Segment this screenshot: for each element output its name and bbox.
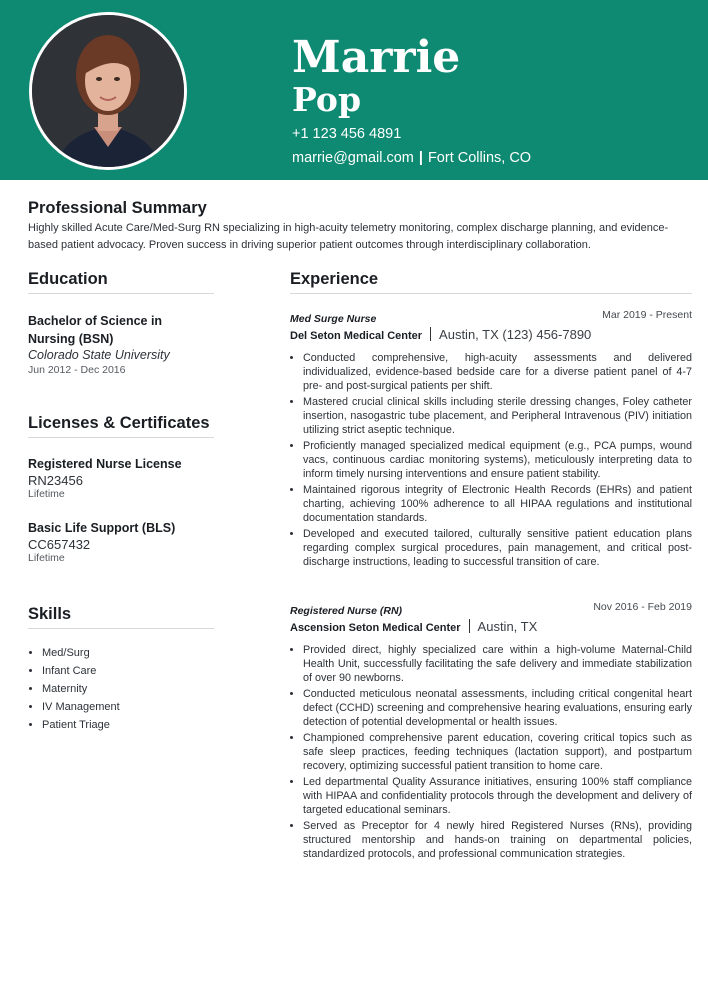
licenses-section bbox=[28, 414, 216, 433]
education-divider bbox=[28, 293, 214, 294]
license-item bbox=[28, 521, 216, 564]
job-bullet: • Championed comprehensive parent education, covering critical topics such as safe sleep practices, feeding techniques (lactation support), and postpartum recovery, optimizing successful patient transition to home care. bbox=[303, 731, 692, 773]
job-bullet: • Provided direct, highly specialized care within a high-volume Maternal-Child Health Unit, successfully facilitating the safe delivery and immediate stabilization of over 90 newborns. bbox=[303, 643, 692, 685]
job-location: Austin, TX bbox=[477, 619, 538, 634]
job-bullet: • Mastered crucial clinical skills including sterile dressing changes, Foley catheter insertion, nasogastric tube placement, and Peripheral Intravenous (PIV) initiation utilizing strict aseptic technique. bbox=[303, 395, 692, 437]
employer-separator bbox=[469, 619, 470, 633]
job-bullets bbox=[290, 351, 692, 569]
job-bullet: • Conducted meticulous neonatal assessments, including critical congenital heart defect (CCHD) screening and comprehensive hearing evaluations, ensuring early detection of potential developmental or health issues. bbox=[303, 687, 692, 729]
job-bullet: • Maintained rigorous integrity of Electronic Health Records (EHRs) and patient charting, achieving 100% adherence to all HIPAA regulations and institutional documentation standards. bbox=[303, 483, 692, 525]
license-validity: Lifetime bbox=[28, 488, 65, 500]
phone-number: +1 123 456 4891 bbox=[292, 126, 402, 142]
job-bullet: • Served as Preceptor for 4 newly hired Registered Nurses (RNs), providing structured mentorship and hands-on training on departmental policies, standardized protocols, and professional communication strategies. bbox=[303, 819, 692, 861]
license-name: Basic Life Support (BLS) bbox=[28, 521, 176, 535]
skills-list-wrapper bbox=[28, 644, 216, 734]
job-bullet: • Led departmental Quality Assurance initiatives, ensuring 100% staff compliance with HIPAA and confidentiality protocols through the development and delivery of targeted educational seminars. bbox=[303, 775, 692, 817]
resume-header bbox=[0, 0, 708, 180]
profile-photo bbox=[29, 12, 187, 170]
summary-text: Highly skilled Acute Care/Med-Surg RN specializing in high-acuity telemetry monitoring, complex discharge planning, and evidence-based patient advocacy. Proven success in driving superior patient outcomes through interdisciplinary collaboration. bbox=[28, 222, 669, 251]
skill-item: • IV Management bbox=[42, 698, 216, 716]
skills-heading: Skills bbox=[28, 605, 72, 623]
license-number: RN23456 bbox=[28, 473, 83, 488]
skill-item: • Infant Care bbox=[42, 662, 216, 680]
experience-section bbox=[290, 270, 378, 289]
last-name: Pop bbox=[292, 80, 362, 119]
degree-title: Bachelor of Science in Nursing (BSN) bbox=[28, 314, 163, 346]
job-employer-line bbox=[290, 326, 692, 348]
license-number: CC657432 bbox=[28, 537, 91, 552]
employer-name: Ascension Seton Medical Center bbox=[290, 622, 461, 634]
license-name: Registered Nurse License bbox=[28, 457, 182, 471]
job-title: Med Surge Nurse bbox=[290, 313, 377, 325]
profile-photo-illustration bbox=[32, 15, 184, 167]
job-entry bbox=[290, 601, 692, 863]
contact-line bbox=[292, 150, 531, 166]
experience-heading: Experience bbox=[290, 270, 379, 288]
skill-item: • Med/Surg bbox=[42, 644, 216, 662]
first-name: Marrie bbox=[292, 32, 461, 83]
license-validity: Lifetime bbox=[28, 552, 65, 564]
education-section bbox=[28, 270, 216, 289]
licenses-heading: Licenses & Certificates bbox=[28, 414, 210, 432]
job-bullet: • Developed and executed tailored, culturally sensitive patient education plans regarding complex surgical procedures, pain management, and critical post-discharge instructions, leading to successful transition of care. bbox=[303, 527, 692, 569]
contact-separator: | bbox=[418, 150, 423, 166]
employer-name: Del Seton Medical Center bbox=[290, 330, 423, 342]
employer-separator bbox=[430, 327, 431, 341]
job-header bbox=[290, 601, 692, 617]
job-dates: Nov 2016 - Feb 2019 bbox=[593, 601, 692, 613]
license-item bbox=[28, 457, 216, 500]
summary-section bbox=[28, 199, 678, 254]
licenses-divider bbox=[28, 437, 214, 438]
job-title: Registered Nurse (RN) bbox=[290, 605, 403, 617]
job-employer-line bbox=[290, 618, 692, 640]
skill-item: • Maternity bbox=[42, 680, 216, 698]
summary-heading: Professional Summary bbox=[28, 199, 207, 217]
education-heading: Education bbox=[28, 270, 108, 288]
job-bullet: • Conducted comprehensive, high-acuity assessments and delivered individualized, evidence-based bedside care for a diverse patient panel of 4-7 pre- and post-surgical patients per shift. bbox=[303, 351, 692, 393]
job-bullet: • Proficiently managed specialized medical equipment (e.g., PCA pumps, wound vacs, continuous cardiac monitoring systems), meticulously interpreting data to inform timely nursing interventions and ensure patient stability. bbox=[303, 439, 692, 481]
job-location: Austin, TX (123) 456-7890 bbox=[439, 327, 592, 342]
education-entry bbox=[28, 312, 198, 376]
job-bullets bbox=[290, 643, 692, 861]
school-name: Colorado State University bbox=[28, 348, 170, 362]
email-address: marrie@gmail.com bbox=[292, 150, 414, 166]
skills-section bbox=[28, 605, 216, 624]
education-dates: Jun 2012 - Dec 2016 bbox=[28, 364, 126, 376]
skills-list bbox=[28, 644, 216, 734]
job-dates: Mar 2019 - Present bbox=[602, 309, 692, 321]
job-header bbox=[290, 309, 692, 325]
job-entry bbox=[290, 309, 692, 571]
location: Fort Collins, CO bbox=[427, 150, 532, 166]
skills-divider bbox=[28, 628, 214, 629]
experience-divider bbox=[290, 293, 692, 294]
skill-item: • Patient Triage bbox=[42, 716, 216, 734]
